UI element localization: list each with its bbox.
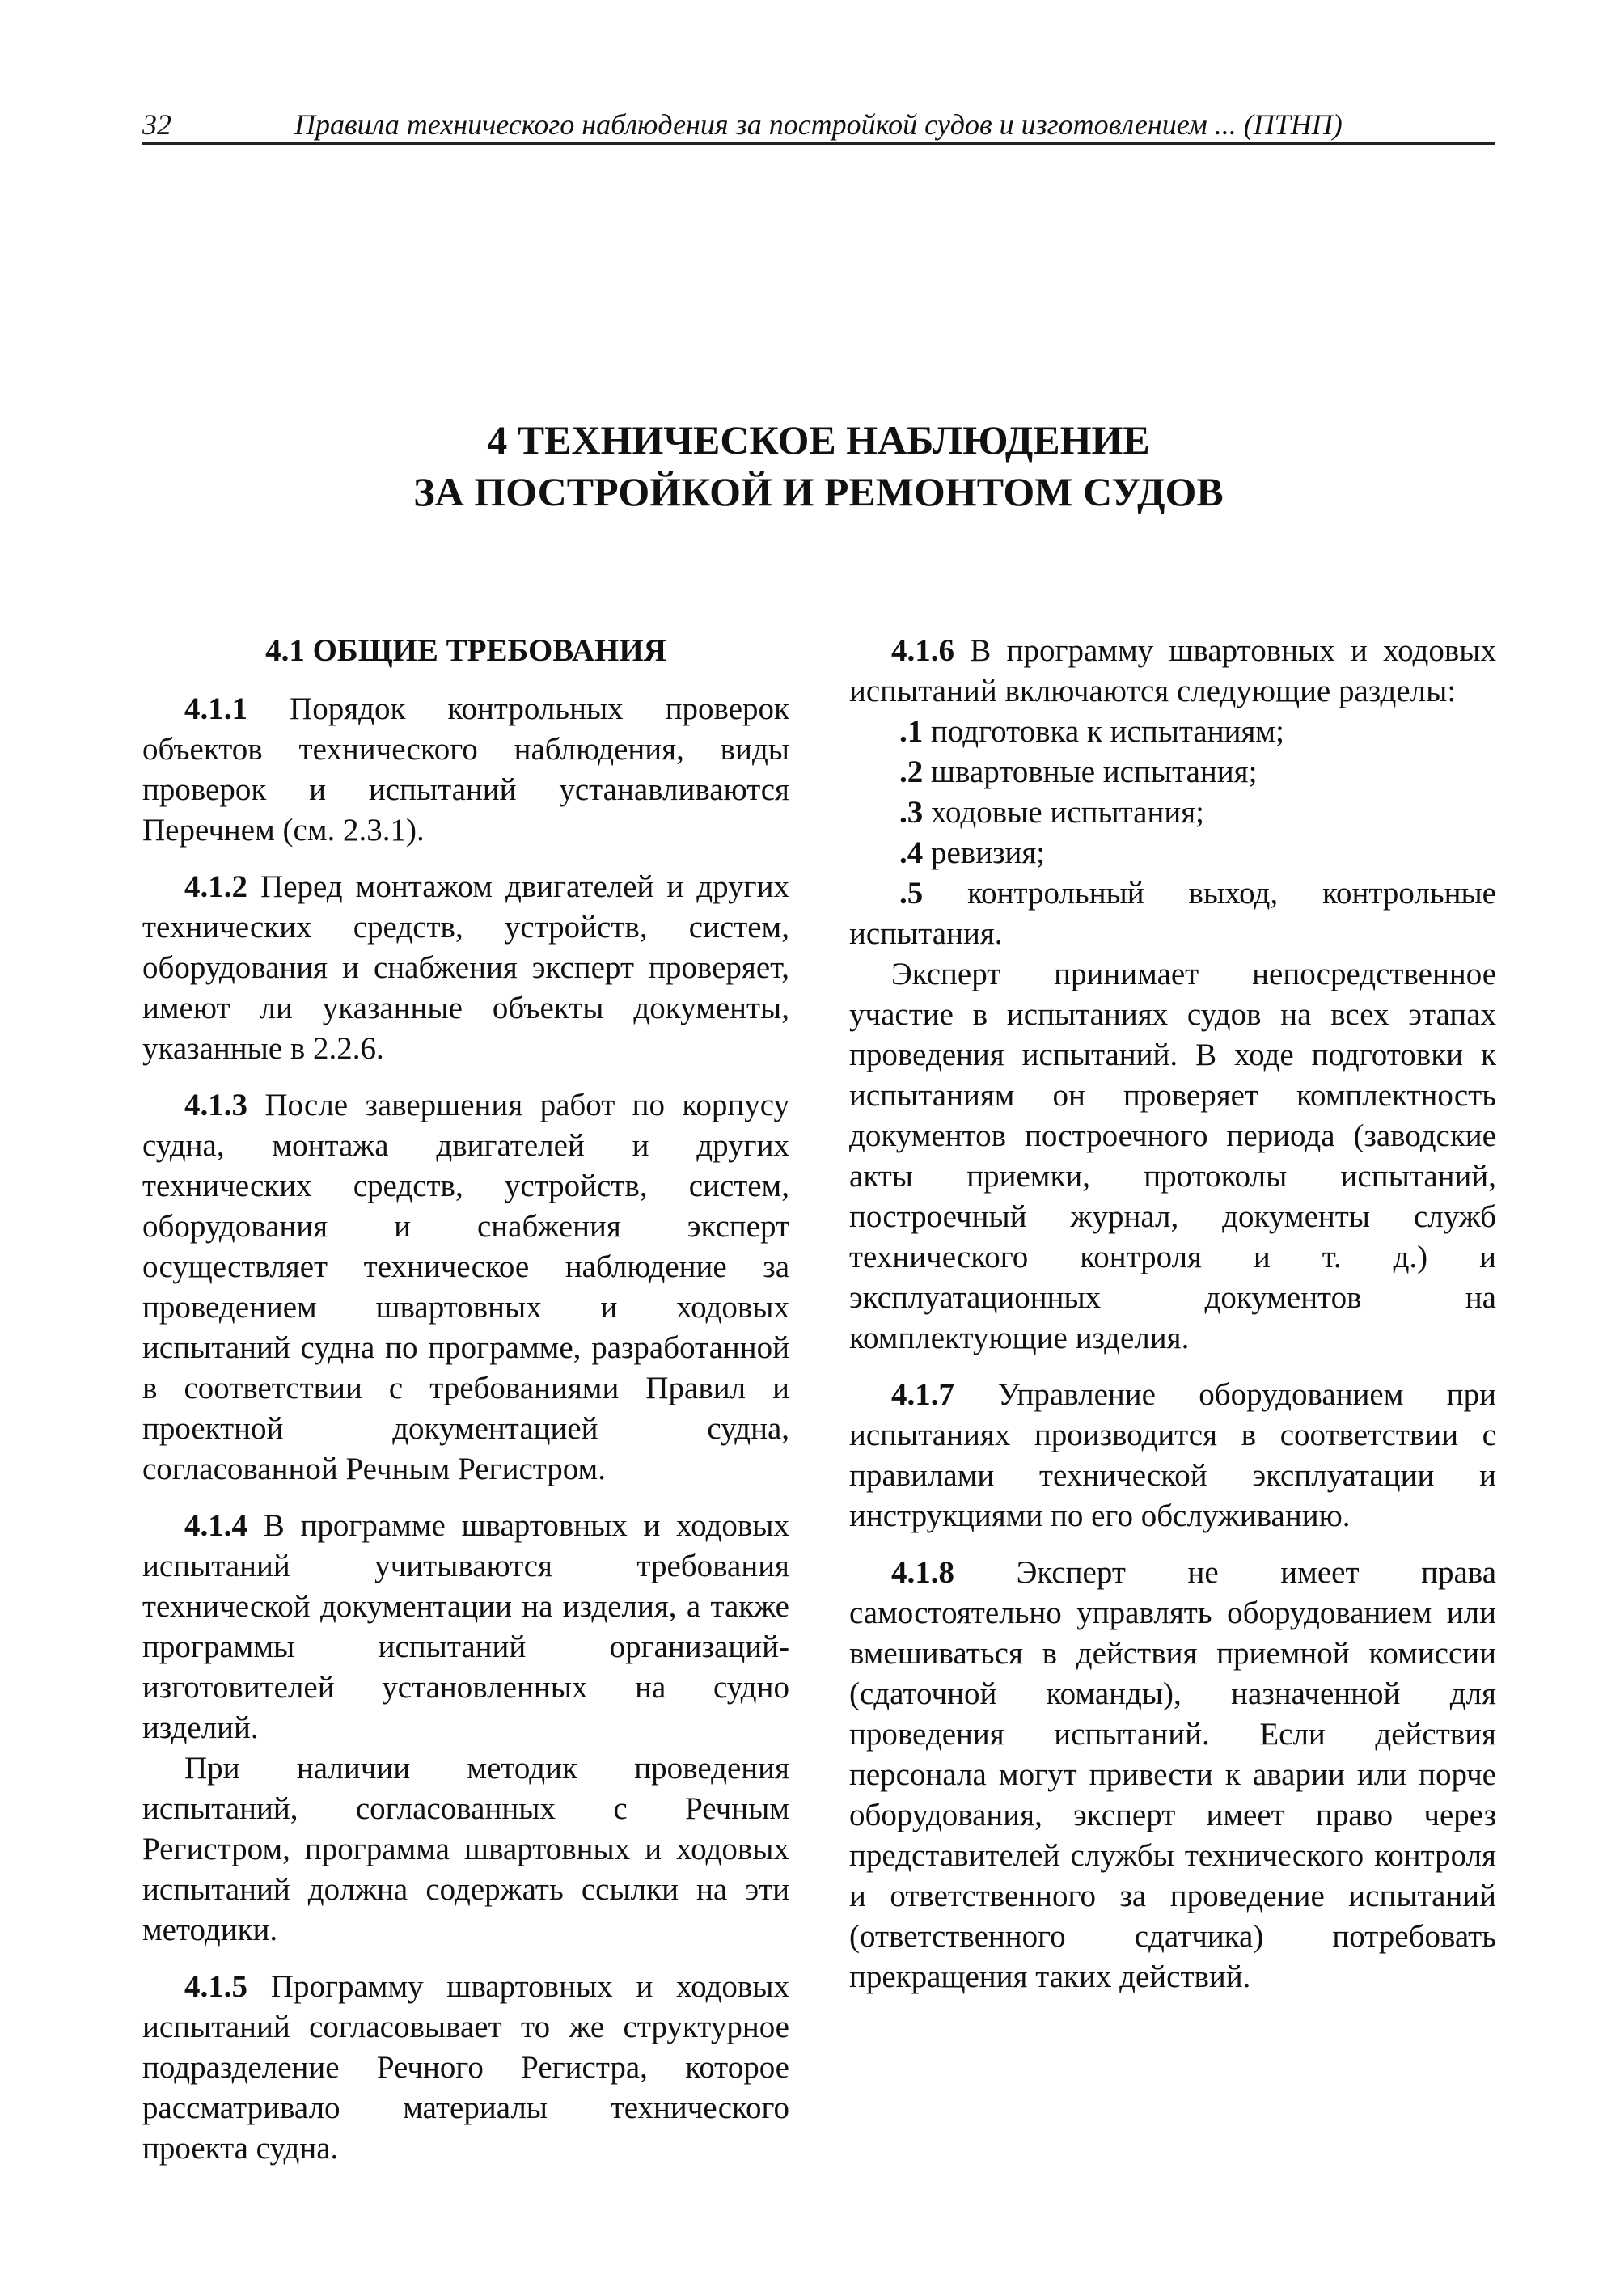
clause-number: 4.1.5 bbox=[184, 1969, 247, 2004]
clause-4-1-1 bbox=[142, 689, 789, 851]
item-number: .5 bbox=[899, 876, 924, 911]
clause-text: После завершения работ по корпусу судна, монтажа двигателей и других технических средств, устройств, систем, оборудования и снабжения эксперт осуществляет техническое наблюдение за проведением швартовных и ходовых испытаний судна по программе, разработанной в соответствии с требованиями Правил и проектной документацией судна, согласованной Речным Регистром. bbox=[142, 1088, 790, 1486]
item-text: ходовые испытания; bbox=[931, 795, 1205, 830]
right-column bbox=[849, 631, 1496, 2014]
clause-number: 4.1.6 bbox=[891, 633, 954, 668]
running-header bbox=[142, 104, 1495, 145]
item-number: .2 bbox=[899, 755, 924, 789]
clause-4-1-4 bbox=[142, 1506, 789, 1748]
clause-text: Эксперт не имеет права самостоятельно управлять оборудованием или вмешиваться в действия приемной комиссии (сдаточной команды), назначенной для проведения испытаний. Если действия персонала могут привести к аварии или порче оборудования, эксперт имеет право через представителей службы технического контроля и ответственного за проведение испытаний (ответственного сдатчика) потребовать прекращения таких действий. bbox=[849, 1555, 1497, 1994]
item-number: .4 bbox=[899, 835, 924, 870]
clause-text: Управление оборудованием при испытаниях производится в соответствии с правилами технической эксплуатации и инструкциями по его обслуживанию. bbox=[849, 1377, 1497, 1533]
clause-4-1-5 bbox=[142, 1967, 789, 2169]
item-number: .1 bbox=[899, 714, 924, 749]
clause-number: 4.1.4 bbox=[184, 1508, 247, 1543]
chapter-title-line-2: ЗА ПОСТРОЙКОЙ И РЕМОНТОМ СУДОВ bbox=[413, 469, 1224, 514]
item-text: ревизия; bbox=[931, 835, 1046, 870]
running-title: Правила технического наблюдения за постройкой судов и изготовлением ... (ПТНП) bbox=[294, 108, 1343, 141]
page-number: 32 bbox=[142, 108, 171, 141]
list-item bbox=[849, 712, 1496, 752]
clause-text: Порядок контрольных проверок объектов технического наблюдения, виды проверок и испытаний устанавливаются Перечнем (см. 2.3.1). bbox=[142, 691, 790, 848]
clause-text: Перед монтажом двигателей и других технических средств, устройств, систем, оборудования и снабжения эксперт проверяет, имеют ли указанные объекты документы, указанные в 2.2.6. bbox=[142, 869, 790, 1066]
section-title: 4.1 ОБЩИЕ ТРЕБОВАНИЯ bbox=[265, 633, 666, 668]
clause-4-1-8 bbox=[849, 1553, 1496, 1997]
clause-4-1-7 bbox=[849, 1375, 1496, 1536]
clause-4-1-6 bbox=[849, 631, 1496, 712]
item-number: .3 bbox=[899, 795, 924, 830]
clause-number: 4.1.1 bbox=[184, 691, 247, 726]
clause-text: Программу швартовных и ходовых испытаний согласовывает то же структурное подразделение Речного Регистра, которое рассматривало материалы технического проекта судна. bbox=[142, 1969, 789, 2166]
clause-4-1-4-paragraph-2: При наличии методик проведения испытаний, согласованных с Речным Регистром, программа швартовных и ходовых испытаний должна содержать ссылки на эти методики. bbox=[142, 1751, 789, 1947]
clause-text: В программу швартовных и ходовых испытаний включаются следующие разделы: bbox=[849, 633, 1496, 708]
chapter-title-line-1: 4 ТЕХНИЧЕСКОЕ НАБЛЮДЕНИЕ bbox=[487, 417, 1150, 463]
left-column bbox=[142, 631, 789, 2185]
clause-text: В программе швартовных и ходовых испытаний учитываются требования технической документации на изделия, а также программы испытаний организаций-изготовителей установленных на судно изделий. bbox=[142, 1508, 789, 1745]
clause-4-1-3 bbox=[142, 1085, 789, 1490]
item-text: швартовные испытания; bbox=[931, 755, 1258, 789]
clause-number: 4.1.8 bbox=[891, 1555, 954, 1590]
list-item bbox=[849, 833, 1496, 873]
list-item bbox=[849, 873, 1496, 954]
clause-number: 4.1.2 bbox=[184, 869, 247, 904]
clause-4-1-6-paragraph-2: Эксперт принимает непосредственное участие в испытаниях судов на всех этапах проведения испытаний. В ходе подготовки к испытаниям он проверяет комплектность документов построечного периода (заводские акты приемки, протоколы испытаний, построечный журнал, документы служб технического контроля и т. д.) и эксплуатационных документов на комплектующие изделия. bbox=[849, 957, 1496, 1355]
list-item bbox=[849, 793, 1496, 833]
chapter-title bbox=[142, 414, 1495, 518]
clause-4-1-2 bbox=[142, 867, 789, 1069]
item-text: контрольный выход, контрольные испытания. bbox=[849, 876, 1496, 951]
clause-number: 4.1.3 bbox=[184, 1088, 247, 1122]
clause-number: 4.1.7 bbox=[891, 1377, 954, 1412]
item-text: подготовка к испытаниям; bbox=[931, 714, 1284, 749]
list-item bbox=[849, 752, 1496, 793]
